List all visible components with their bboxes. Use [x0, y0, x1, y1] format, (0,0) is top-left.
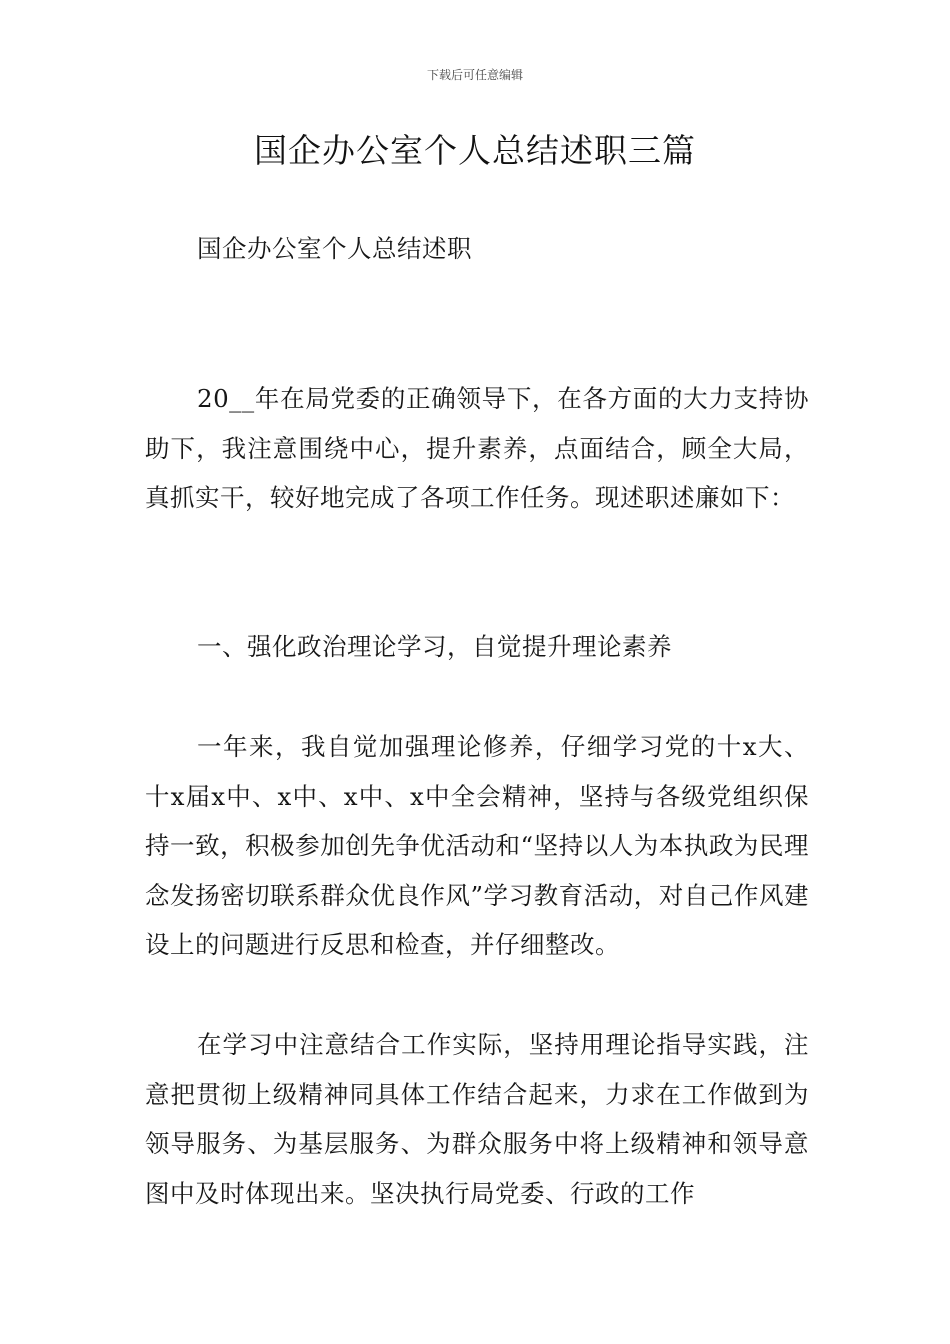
- section-heading-1: 一、强化政治理论学习，自觉提升理论素养: [197, 632, 672, 661]
- header-note: 下载后可任意编辑: [426, 68, 523, 82]
- paragraph-study: 一年来，我自觉加强理论修养，仔细学习党的十x大、十x届x中、x中、x中、x中全会精神，坚持与各级党组织保持一致，积极参加创先争优活动和“坚持以人为本执政为民理念发扬密切联系群众优良作风”学习教育活动，对自己作风建设上的问题进行反思和检查，并仔细整改。: [145, 732, 809, 959]
- paragraph-intro: 20__年在局党委的正确领导下，在各方面的大力支持协助下，我注意围绕中心，提升素养，点面结合，顾全大局，真抓实干，较好地完成了各项工作任务。现述职述廉如下：: [145, 384, 809, 512]
- paragraph-practice: 在学习中注意结合工作实际，坚持用理论指导实践，注意把贯彻上级精神同具体工作结合起来，力求在工作做到为领导服务、为基层服务、为群众服务中将上级精神和领导意图中及时体现出来。坚决执行局党委、行政的工作: [145, 1030, 809, 1208]
- document-title: 国企办公室个人总结述职三篇: [254, 131, 696, 170]
- section-subtitle: 国企办公室个人总结述职: [197, 234, 472, 263]
